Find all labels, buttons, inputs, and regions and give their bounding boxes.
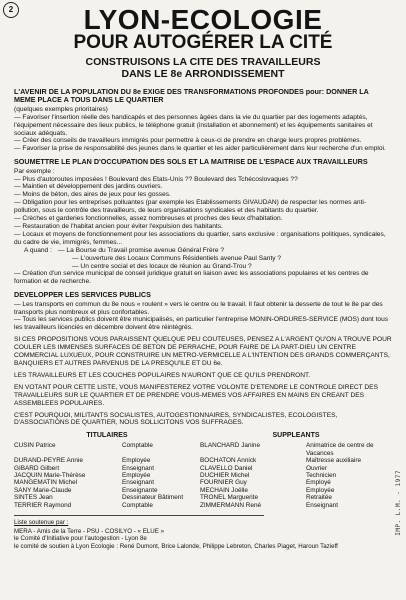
support-line: MERA - Amis de la Terre - PSU - COSILYO - « ELUE » bbox=[14, 528, 165, 536]
candidate-role: Vacances bbox=[306, 449, 334, 457]
candidate-role: Retraitée bbox=[306, 494, 332, 502]
footer-divider bbox=[14, 515, 264, 516]
candidate-name: BLANCHARD Janine bbox=[200, 442, 261, 450]
candidate-name: FOURNIER Guy bbox=[200, 479, 247, 487]
support-line: le Comité d'Initiative pour l'autogestion - Lyon 8e bbox=[14, 535, 147, 543]
section-2-line: — Plus d'autoroutes imposées ! Boulevard des Etats-Unis ?? Boulevard des Tchécoslovaques ?? bbox=[14, 175, 298, 183]
candidates-headings bbox=[14, 432, 392, 439]
section-2-heading: SOUMETTRE LE PLAN D'OCCUPATION DES SOLS ET LA MAITRISE DE L'ESPACE AUX TRAVAILLEURS bbox=[14, 157, 368, 167]
header bbox=[14, 6, 392, 80]
candidate-name: CLAVELLO Daniel bbox=[200, 464, 253, 472]
page-number: 2 bbox=[3, 2, 19, 18]
suppleants-names bbox=[200, 442, 306, 509]
candidate-role: Enseignante bbox=[122, 486, 158, 494]
candidate-role bbox=[122, 450, 200, 457]
printer-note: IMP. L.M. - 1977 bbox=[395, 470, 402, 536]
main-subtitle: POUR AUTOGÉRER LA CITÉ bbox=[73, 32, 333, 53]
suppleants-label: SUPPLEANTS bbox=[272, 432, 320, 440]
candidate-name: TERRIER Raymond bbox=[14, 501, 72, 509]
section-1-line: (quelques exemples prioritaires) bbox=[14, 105, 108, 113]
candidate-role: Maîtresse auxiliaire bbox=[306, 457, 362, 465]
section-2-last-line: — Création d'un service municipal de conseil juridique gratuit en liaison avec les associations populaires et les centres de formation et de recherche. bbox=[14, 270, 369, 286]
section-2-line: — Restauration de l'habitat ancien pour éviter l'expulsion des habitants. bbox=[14, 223, 223, 230]
candidates-list bbox=[14, 442, 392, 509]
titulaires-names bbox=[14, 442, 122, 509]
section-2-line: — Moins de béton, des aires de jeux pour les gosses. bbox=[14, 191, 171, 199]
support-line: le comité de soutien à Lyon Ecologie : René Dumont, Brice Lalonde, Philippe Lebreton, Charles Piaget, Haroun Tazieff bbox=[14, 542, 338, 550]
section-1-line: — Favoriser l'insertion réelle des handicapés et des personnes âgées dans la vie du quartier par des logements adaptés, l'équipement nécessaire des lieux publics, le téléphone gratuit (installation et abonnement) et les équipements sanitaires et sociaux adéquats. bbox=[14, 113, 373, 137]
candidate-name: GIBARD Gilbert bbox=[14, 464, 60, 472]
titulaires-label: TITULAIRES bbox=[86, 432, 128, 440]
candidate-role: Ouvrier bbox=[306, 464, 327, 472]
a-quand-item: — Un centre social et des locaux de réunion au Grand-Trou ? bbox=[72, 262, 252, 270]
candidate-role: Enseignant bbox=[122, 464, 154, 472]
section-2-line: Par exemple : bbox=[14, 167, 55, 175]
tagline-2: DANS LE 8e ARRONDISSEMENT bbox=[121, 68, 285, 80]
candidate-name bbox=[14, 450, 122, 457]
candidate-role: Employée bbox=[122, 471, 151, 479]
candidate-name: SANY Marie-Claude bbox=[14, 486, 72, 494]
section-2-line: — Crèches et garderies fonctionnelles, assez nombreuses et proches des lieux d'habitation. bbox=[14, 215, 283, 223]
section-1-line: — Favoriser la prise de responsabilité des jeunes dans le quartier et les aider particulièrement dans leur recherche d'un emploi. bbox=[14, 145, 386, 153]
tagline-1: CONSTRUISONS LA CITE DES TRAVAILLEURS bbox=[85, 56, 321, 68]
section-2-line: — Maintien et développement des jardins ouvriers. bbox=[14, 183, 163, 191]
closing-statements bbox=[14, 336, 392, 427]
a-quand-item: — La Bourse du Travail promise avenue Général Frère ? bbox=[58, 246, 225, 254]
candidate-name: DUCHIER Michel bbox=[200, 471, 250, 479]
section-2 bbox=[14, 158, 392, 286]
candidate-name: TRONEL Marguerite bbox=[200, 494, 259, 502]
closing-paragraph: C'EST POURQUOI, MILITANTS SOCIALISTES, AUTOGESTIONNAIRES, SYNDICALISTES, ECOLOGISTES, D'ASSOCIATIONS DE QUARTIER, NOUS SOLLICITONS VOS SUFFRAGES. bbox=[14, 411, 338, 427]
candidate-name: MECHAIN Joëlle bbox=[200, 486, 248, 494]
a-quand-label: A quand : bbox=[24, 246, 52, 254]
section-3-line: — Tous les services publics doivent être municipalisés, en particulier l'entreprise MONIN-ORDURES-SERVICE (MOS) dont tous les travailleurs licenciés en décembre doivent être réintégrés. bbox=[14, 316, 389, 332]
candidate-name: SINTES Jean bbox=[14, 494, 53, 502]
section-1-line: — Créer des conseils de travailleurs immigrés pour permettre à ceux-ci de prendre en charge leurs propres problèmes. bbox=[14, 137, 362, 145]
section-2-line: — Locaux et moyens de fonctionnement pour les associations du quartier, sans exclusive : organisations politiques, syndicales, du cadre de vie, immigrés, femmes... bbox=[14, 230, 386, 246]
footer bbox=[14, 519, 392, 550]
candidate-name bbox=[200, 450, 306, 457]
closing-paragraph: LES TRAVAILLEURS ET LES COUCHES POPULAIRES N'AURONT QUE CE QU'ILS PRENDRONT. bbox=[14, 371, 311, 379]
section-1-heading: L'AVENIR DE LA POPULATION DU 8e EXIGE DES TRANSFORMATIONS PROFONDES pour: DONNER LA MEME PLACE A TOUS DANS LE QUARTIER bbox=[14, 87, 369, 105]
closing-paragraph: SI CES PROPOSITIONS VOUS PARAISSENT QUELQUE PEU COUTEUSES, PENSEZ A L'ARGENT QU'ON A TROUVE POUR COULER LES IMMENSES SURFACES DE BETON DE PERRACHE, POUR FAIRE DE LA PART-DIEU UN CENTRE COMMERCIAL LUXUEUX, POUR CONSTRUIRE UN METRO-VERMICELLE A L'INTENTION DES GRANDS COMMERÇANTS, BANQUIERS ET AUTRES PARVENUS DE LA PRESQU'ILE ET DU 6e. bbox=[14, 336, 392, 368]
candidate-name: ZIMMERMANN René bbox=[200, 501, 262, 509]
candidate-role: Enseignant bbox=[306, 501, 338, 509]
support-label: Liste soutenue par : bbox=[14, 519, 69, 527]
a-quand-item: — L'ouverture des Locaux Communs Résidentiels avenue Paul Santy ? bbox=[72, 254, 282, 262]
candidate-name: BOCHATON Annick bbox=[200, 457, 257, 465]
section-3-heading: DEVELOPPER LES SERVICES PUBLICS bbox=[14, 290, 151, 300]
candidate-role: Enseignant bbox=[122, 479, 154, 487]
candidate-role: Comptable bbox=[122, 501, 153, 509]
closing-paragraph: EN VOTANT POUR CETTE LISTE, VOUS MANIFESTEREZ VOTRE VOLONTE D'ETENDRE LE CONTROLE DIRECT DES TRAVAILLEURS SUR LE QUARTIER ET DE PRENDRE VOUS-MEMES VOS AFFAIRES EN MAINS EN CREANT DES ASSEMBLEES POPULAIRES. bbox=[14, 383, 378, 407]
section-3 bbox=[14, 291, 392, 332]
titulaires-roles bbox=[122, 442, 200, 509]
candidate-role: Technicien bbox=[306, 471, 337, 479]
candidate-name: MANGEMATIN Michel bbox=[14, 479, 78, 487]
candidate-role: Animatrice de centre de bbox=[306, 442, 374, 450]
main-title: LYON-ECOLOGIE bbox=[83, 4, 323, 35]
section-2-line: — Obligation pour les entreprises polluantes (par exemple les Etablissements GIVAUDAN) de respecter les normes anti-pollution, sous le contrôle des travailleurs, de leurs organisations syndicales et des habitants du quartier. bbox=[14, 199, 367, 215]
candidate-role: Dessinateur Bâtiment bbox=[122, 494, 184, 502]
section-3-line: — Les transports en commun du 8e nous « roulent » vers le centre ou le travail. Il faut obtenir la desserte de tout le 8e par des transports plus nombreux et plus confortables. bbox=[14, 300, 383, 316]
candidate-role: Employée bbox=[306, 486, 335, 494]
candidate-role: Comptable bbox=[122, 442, 153, 450]
candidate-name: JACQUIN Marie-Thérèse bbox=[14, 471, 86, 479]
suppleants-roles bbox=[306, 442, 392, 509]
candidate-role: Employé bbox=[306, 479, 331, 487]
candidate-name: CUSIN Patrice bbox=[14, 442, 56, 450]
candidate-role: Employée bbox=[122, 457, 151, 465]
section-1 bbox=[14, 88, 392, 153]
candidate-name: DURAND-PEYRE Annie bbox=[14, 457, 83, 465]
